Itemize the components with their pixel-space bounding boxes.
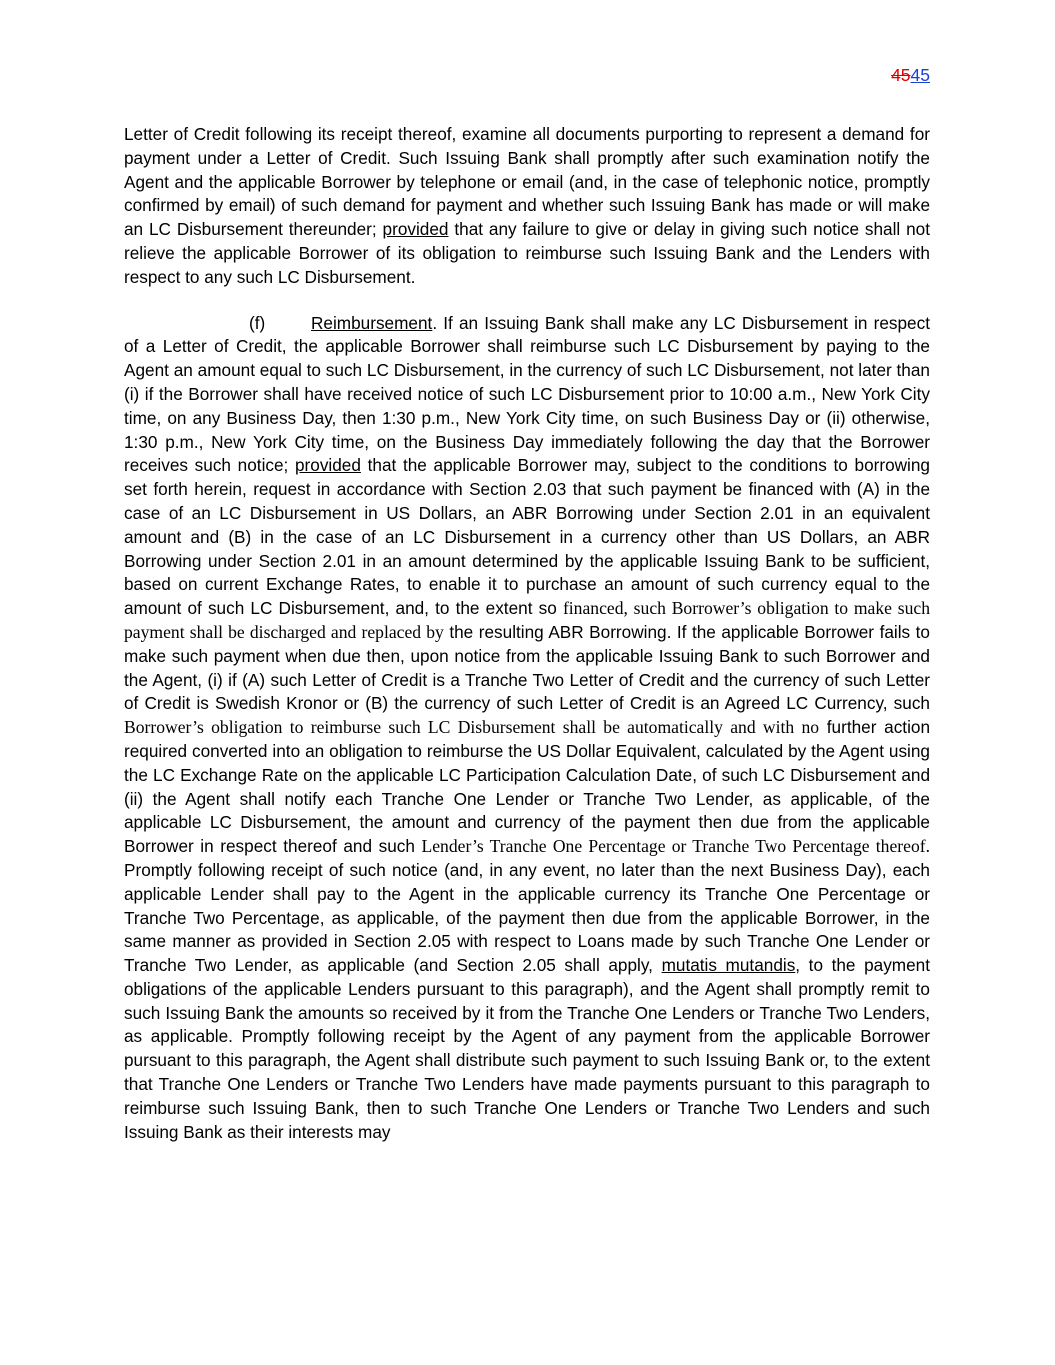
paragraph-text: Letter of Credit following its receipt thereof, examine all documents purporting to represent a demand for payment under a Letter of Credit. Such Issuing Bank shall promptly after such examination notify the Agent and the applicable Borrower by telephone or email (and, in the case of telephonic notice, promptly confirmed by email) of such demand for payment and whether such Issuing Bank has made or will make an LC Disbursement thereunder;: [124, 124, 930, 240]
paragraph-text: the resulting ABR Borrowing. If the applicable Borrower fails to make such payment when due then, upon notice from the applicable Issuing Bank to such Borrower and the Agent, (i) if (A) such Letter of Credit is a Tranche Two Letter of Credit and the currency of such Letter of Credit is Swedish Kronor or (B) the currency of such Letter of Credit is an Agreed LC Currency, such: [124, 621, 930, 714]
paragraph-number: (f): [249, 312, 266, 333]
serif-text-run: Borrower’s obligation to reimburse such LC Disbursement shall be automatically and with no: [124, 717, 820, 738]
provided-term: provided: [382, 219, 449, 240]
mutatis-mutandis-term: mutatis mutandis: [661, 955, 796, 976]
provided-term: provided: [295, 455, 361, 476]
paragraph-text: , to the payment obligations of the applicable Lenders pursuant to this paragraph), and the Agent shall promptly remit to such Issuing Bank the amounts so received by it from the Tranche One Lenders or Tranche Two Lenders, as applicable. Promptly following receipt by the Agent of any payment from the applicable Borrower pursuant to this paragraph, the Agent shall distribute such payment to such Issuing Bank or, to the extent that Tranche One Lenders or Tranche Two Lenders have made payments pursuant to this paragraph to reimburse such Issuing Bank, then to such Tranche One Lenders or Tranche Two Lenders and such Issuing Bank as their interests may: [124, 955, 930, 1142]
paragraph-text: further action required converted into an obligation to reimburse the US Dollar Equivalent, calculated by the Agent using the LC Exchange Rate on the applicable LC Participation Calculation Date, of such LC Disbursement and (ii) the Agent shall notify each Tranche One Lender or Tranche Two Lender, as applicable, of the applicable LC Disbursement, the amount and currency of the payment then due from the applicable Borrower in respect thereof and such: [124, 717, 930, 857]
section-heading: Reimbursement: [311, 312, 433, 333]
paragraph-text: that any failure to give or delay in giving such notice shall not relieve the applicable Borrower of its obligation to reimburse such Issuing Bank and the Lenders with respect to any such LC Disbursement.: [124, 219, 930, 287]
serif-text-run: Lender’s Tranche One Percentage or Tranche Two Percentage thereof.: [421, 836, 931, 857]
page-number-deleted: 45: [891, 65, 911, 85]
page-number: [891, 64, 930, 86]
paragraph-e-continuation: [124, 123, 930, 290]
serif-text-run: financed, such Borrower’s obligation to make such payment shall be discharged and replaced by: [124, 598, 930, 642]
paragraph-text: Promptly following receipt of such notice (and, in any event, no later than the next Business Day), each applicable Lender shall pay to the Agent in the applicable currency its Tranche One Percentage or Tranche Two Percentage, as applicable, of the payment then due from the applicable Borrower, in the same manner as provided in Section 2.05 with respect to Loans made by such Tranche One Lender or Tranche Two Lender, as applicable (and Section 2.05 shall apply,: [124, 859, 930, 976]
paragraph-f-reimbursement: [124, 312, 930, 1145]
document-body: [124, 123, 930, 1144]
paragraph-text: If an Issuing Bank shall make any LC Disbursement in respect of a Letter of Credit, the applicable Borrower shall reimburse such LC Disbursement by paying to the Agent an amount equal to such LC Disbursement, in the currency of such LC Disbursement, not later than (i) if the Borrower shall have received notice of such LC Disbursement prior to 10:00 a.m., New York City time, on any Business Day, then 1:30 p.m., New York City time, on such Business Day or (ii) otherwise, 1:30 p.m., New York City time, on the Business Day immediately following the day that the Borrower receives such notice;: [124, 312, 930, 476]
heading-punctuation: .: [432, 312, 444, 333]
page-number-inserted: 45: [910, 65, 930, 85]
paragraph-text: that the applicable Borrower may, subject to the conditions to borrowing set forth herein, request in accordance with Section 2.03 that such payment be financed with (A) in the case of an LC Disbursement in US Dollars, an ABR Borrowing under Section 2.01 in an equivalent amount and (B) in the case of an LC Disbursement in a currency other than US Dollars, an ABR Borrowing under Section 2.01 in an amount determined by the applicable Issuing Bank to be sufficient, based on current Exchange Rates, to enable it to purchase an amount of such currency equal to the amount of such LC Disbursement, and, to the extent so: [124, 455, 930, 619]
